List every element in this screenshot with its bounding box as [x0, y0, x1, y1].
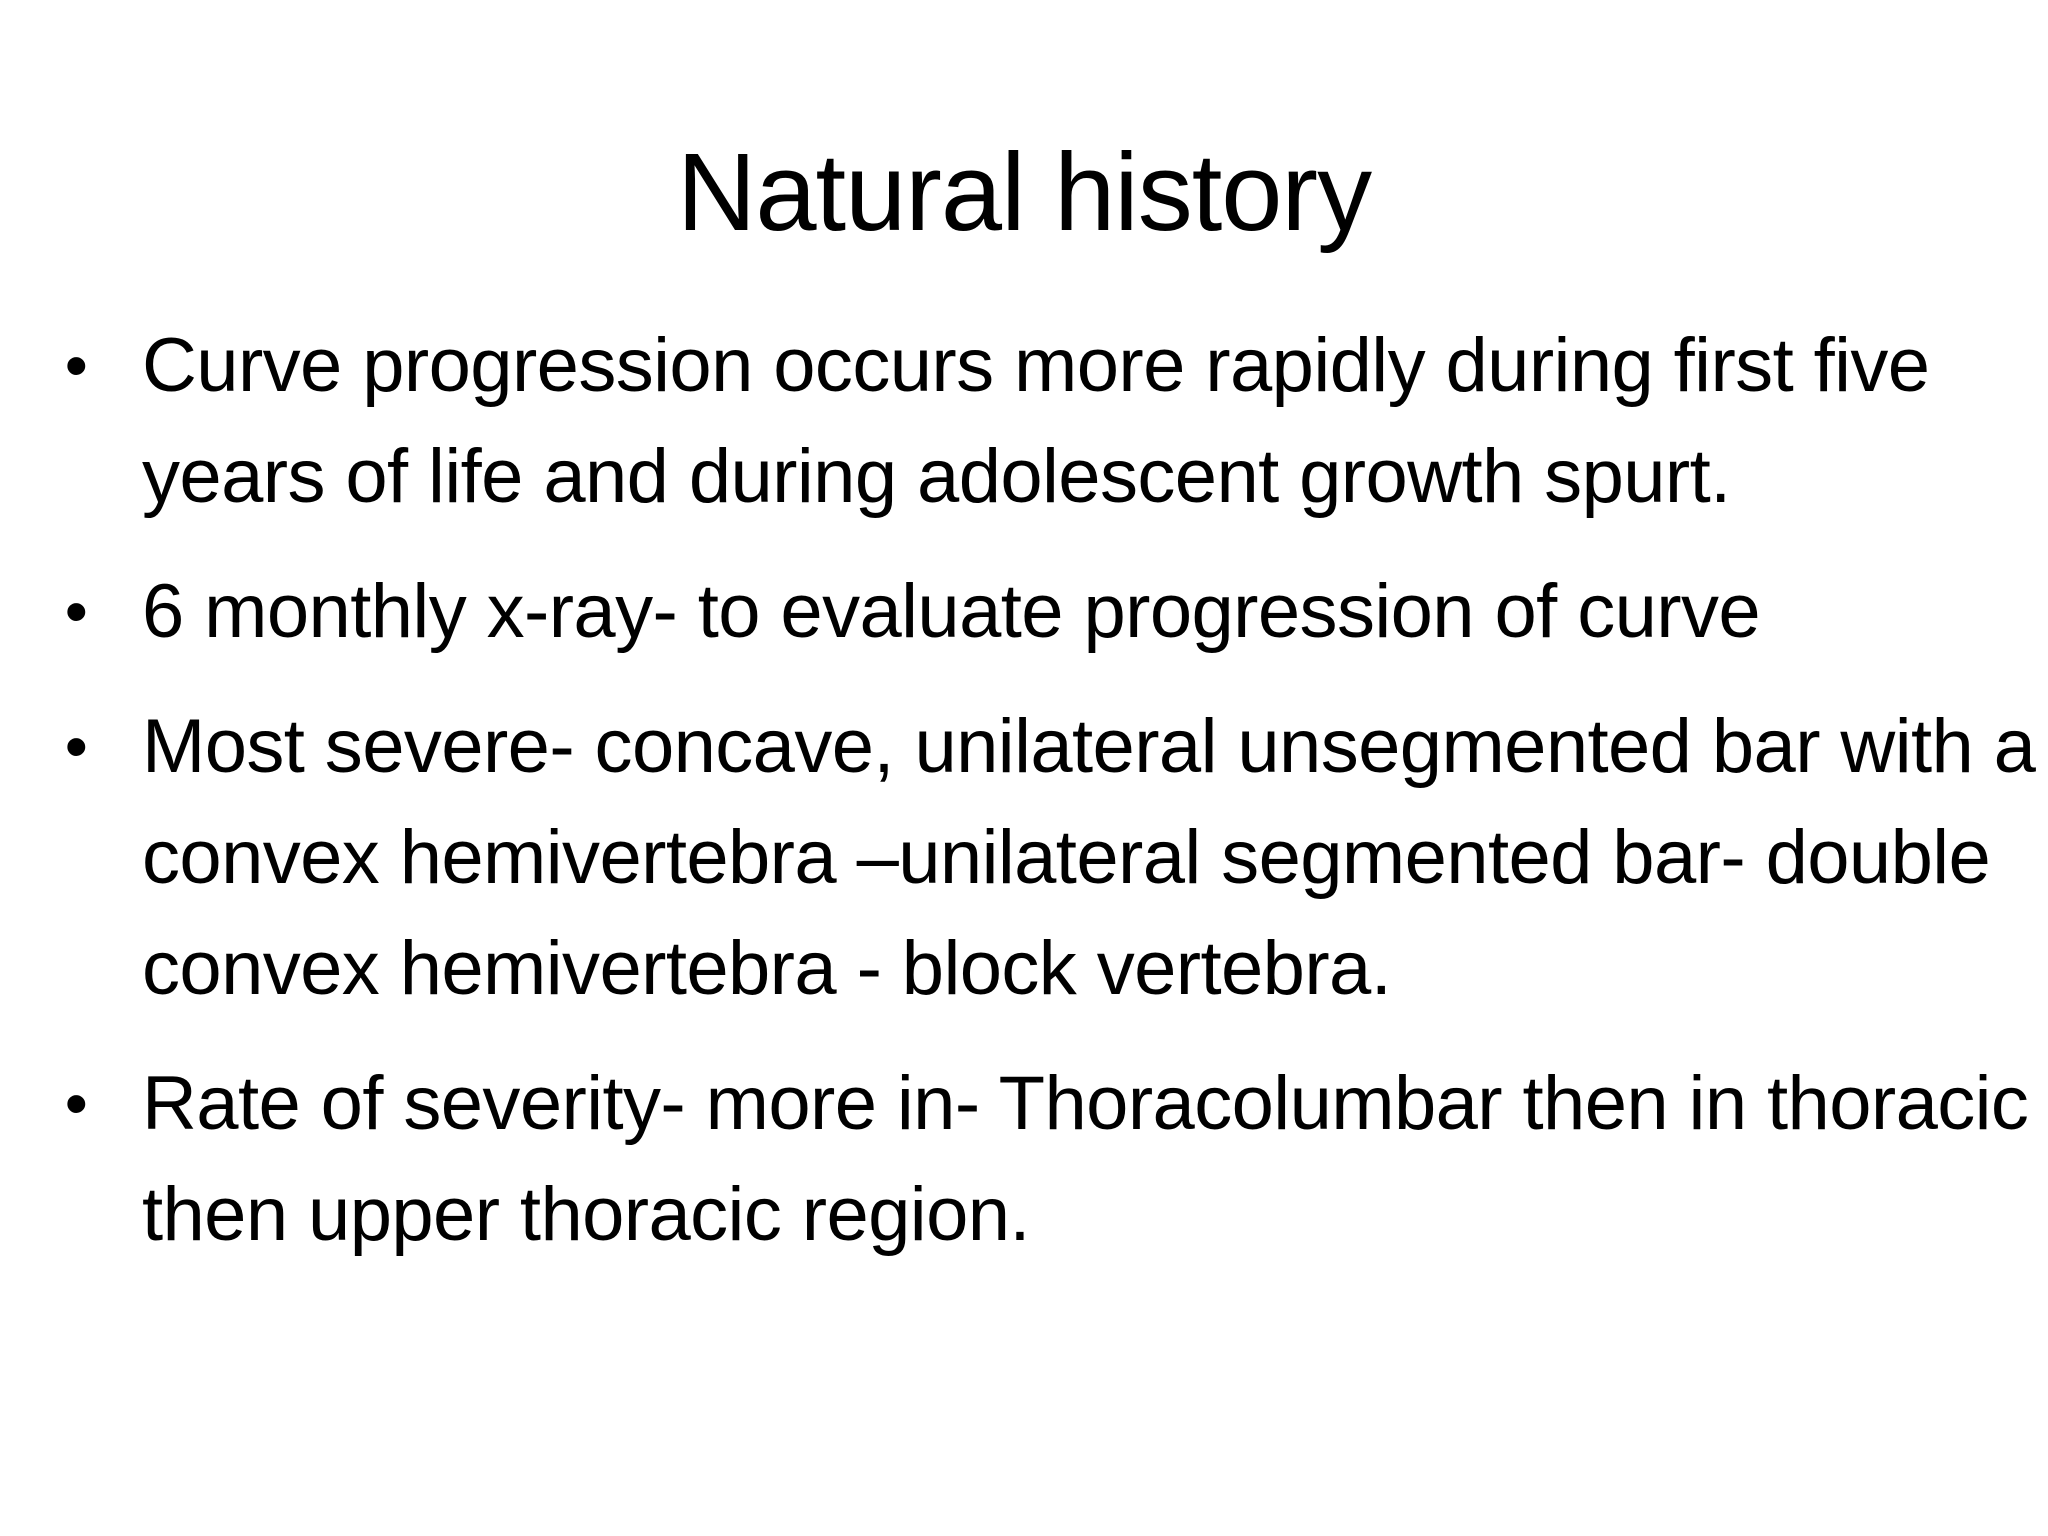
bullet-item	[56, 310, 2041, 532]
bullet-item	[56, 556, 2041, 667]
bullet-text: 6 monthly x-ray- to evaluate progression of curve	[142, 569, 1761, 654]
bullet-marker: •	[64, 709, 88, 783]
bullet-marker: •	[64, 328, 88, 402]
bullet-marker: •	[64, 574, 88, 648]
bullet-item	[56, 691, 2041, 1024]
bullet-text: Curve progression occurs more rapidly during first five years of life and during adolescent growth spurt.	[142, 323, 1930, 519]
bullet-list	[56, 310, 2041, 1294]
bullet-text: Most severe- concave, unilateral unsegmented bar with a convex hemivertebra –unilateral segmented bar- double convex hemivertebra - block vertebra.	[142, 704, 2036, 1011]
bullet-marker: •	[64, 1066, 88, 1140]
bullet-item	[56, 1048, 2041, 1270]
bullet-text: Rate of severity- more in- Thoracolumbar then in thoracic then upper thoracic region.	[142, 1061, 2029, 1257]
slide-title: Natural history	[676, 131, 1372, 254]
